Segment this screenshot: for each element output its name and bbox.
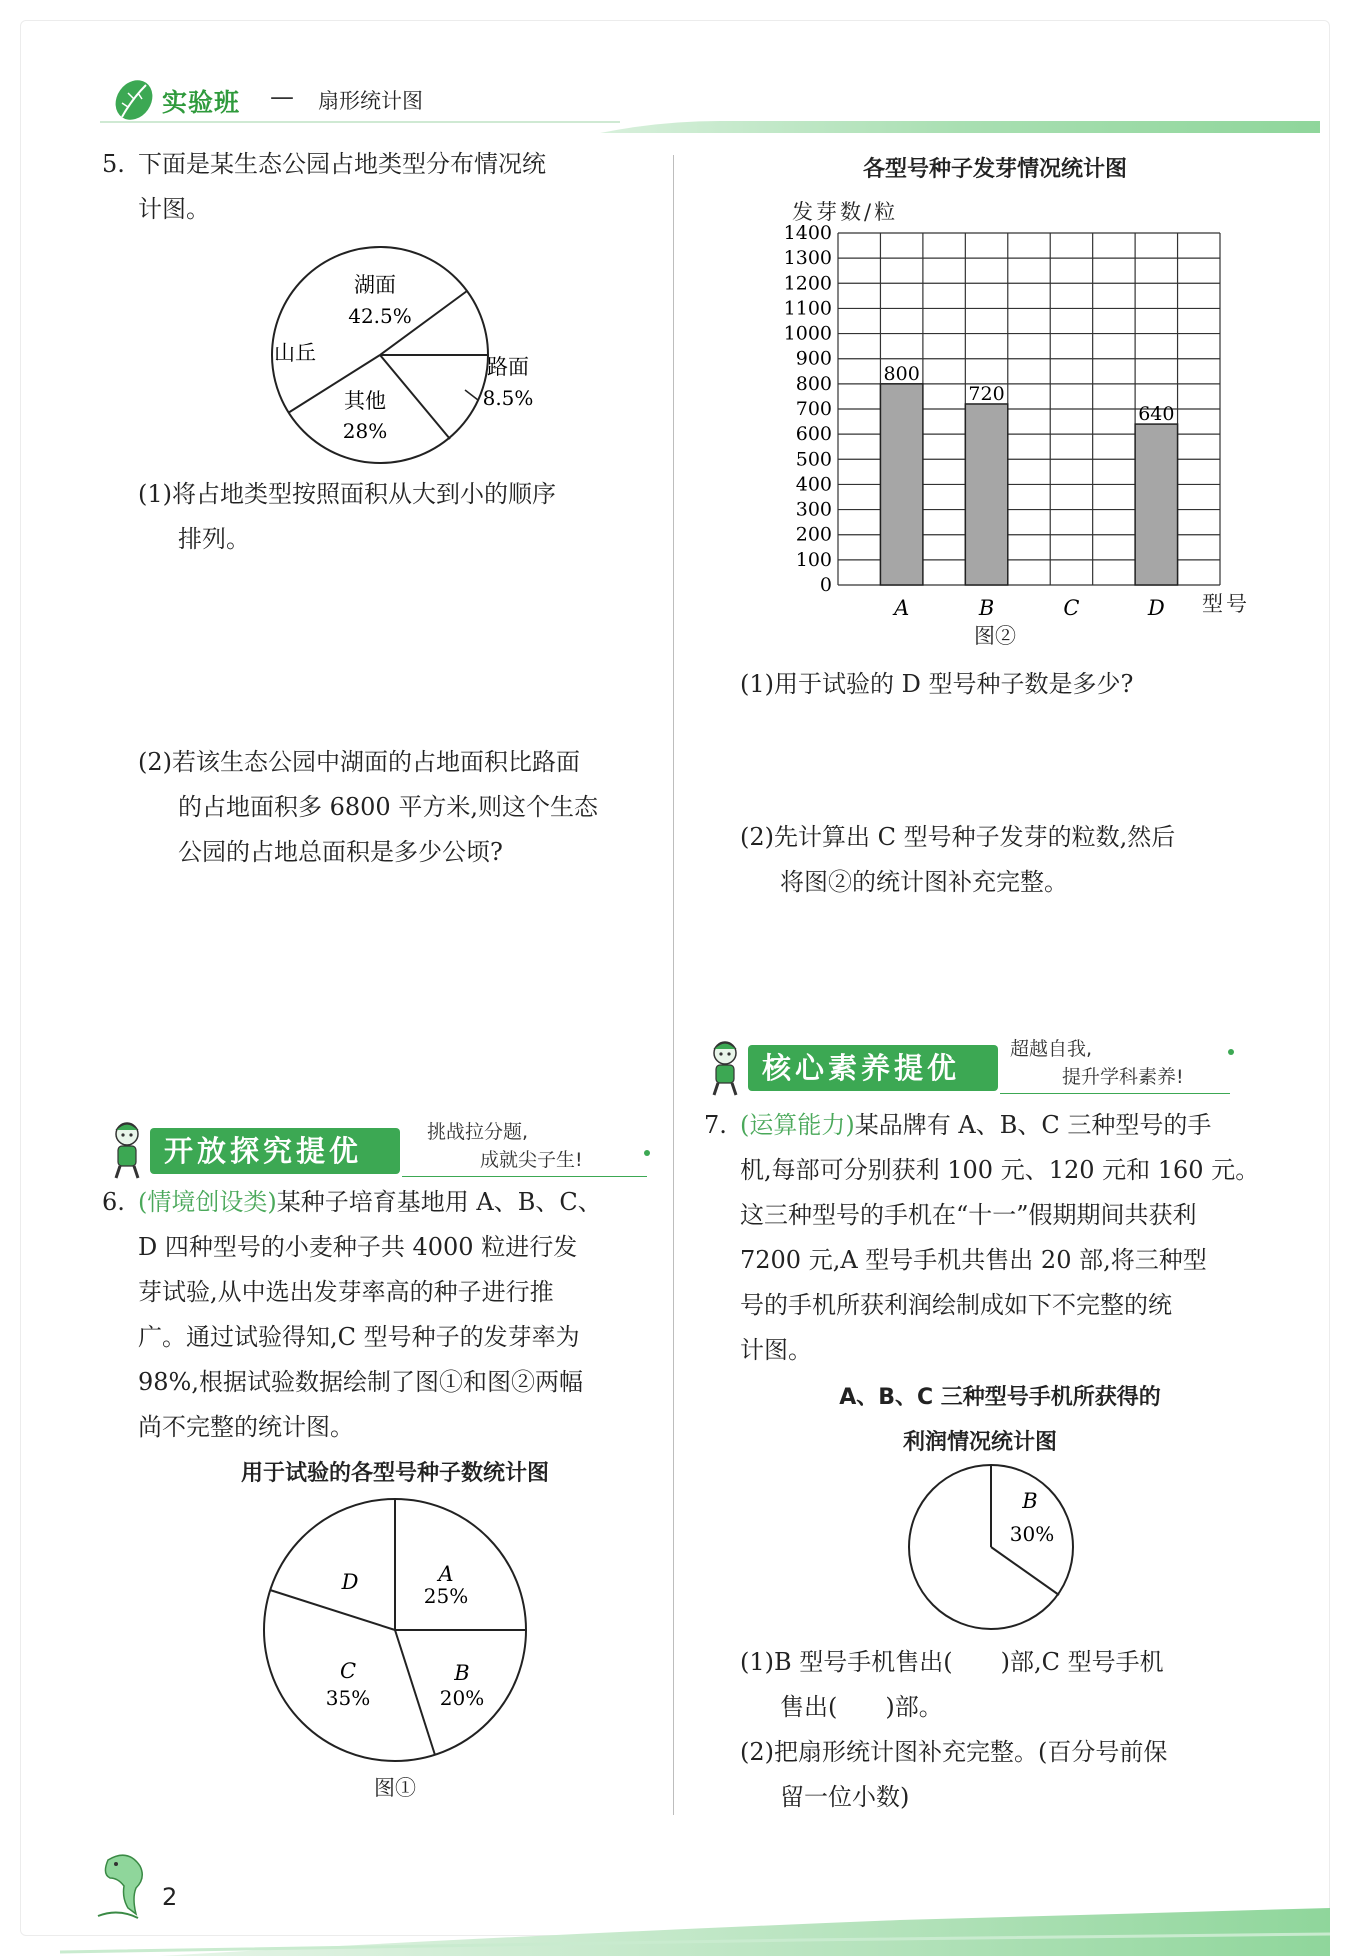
q5-subquestion-2	[138, 740, 658, 875]
q7-subquestion-1	[740, 1640, 1310, 1730]
seed-pie-title: 用于试验的各型号种子数统计图	[240, 1461, 549, 1486]
question-text-line	[740, 1103, 1305, 1148]
slice-label-lake: 湖面	[354, 273, 396, 297]
subquestion-line: 的占地面积多 6800 平方米,则这个生态	[178, 793, 598, 821]
y-tick-label: 0	[819, 574, 832, 596]
bar-value-label: 640	[1138, 403, 1175, 426]
slice-label-c: C	[339, 1659, 357, 1683]
question-text-line: 98%,根据试验数据绘制了图①和图②两幅	[138, 1368, 583, 1396]
slice-label-other: 其他	[344, 389, 386, 413]
bar-a	[880, 384, 922, 585]
banner-slogan-2: 成就尖子生!	[480, 1149, 583, 1171]
y-tick-label: 400	[795, 473, 832, 496]
phone-pie-title-line-2: 利润情况统计图	[902, 1430, 1057, 1455]
slice-label-d: D	[341, 1570, 359, 1594]
question-text-line: 计图。	[740, 1336, 812, 1364]
slice-label-b: B	[1022, 1489, 1038, 1513]
x-axis-label: 型号	[1202, 592, 1250, 616]
subquestion-line: 留一位小数)	[780, 1783, 910, 1811]
question-number: 6.	[102, 1188, 125, 1216]
y-tick-label: 500	[795, 448, 832, 471]
y-tick-label: 300	[795, 498, 832, 521]
header-dash: —	[270, 83, 294, 111]
question-text: 某种子培育基地用 A、B、C、	[276, 1188, 602, 1216]
question-number: 7.	[704, 1111, 727, 1139]
dolphin-icon	[88, 1848, 162, 1922]
question-text-line: 尚不完整的统计图。	[138, 1413, 354, 1441]
y-tick-label: 600	[795, 423, 832, 446]
page-header	[100, 75, 1320, 127]
slice-value-road: 8.5%	[482, 386, 534, 410]
phone-pie-title-line-1: A、B、C 三种型号手机所获得的	[839, 1385, 1161, 1410]
question-text-line: 下面是某生态公园占地类型分布情况统	[138, 150, 546, 178]
banner-title: 核心素养提优	[748, 1045, 998, 1091]
q6-subquestion-2	[740, 815, 1300, 905]
subquestion-line: (1)将占地类型按照面积从大到小的顺序	[138, 480, 556, 508]
x-tick-label: D	[1147, 596, 1165, 620]
road-leader-line	[465, 390, 478, 400]
slice-label-a: A	[438, 1562, 454, 1586]
slice-value-b: 30%	[1009, 1522, 1055, 1546]
pie-sector-line	[380, 355, 450, 439]
question-text-line: 广。通过试验得知,C 型号种子的发芽率为	[138, 1323, 580, 1351]
question-text-line	[138, 1180, 663, 1225]
bar-value-label: 800	[883, 362, 920, 385]
slice-label-road: 路面	[487, 355, 529, 379]
question-text-line: 这三种型号的手机在“十一”假期期间共获利	[740, 1201, 1197, 1229]
banner-core-literacy	[700, 1035, 1240, 1099]
pie-sector-line	[270, 1590, 395, 1630]
phone-pie-chart	[906, 1462, 1076, 1632]
question-5	[102, 142, 658, 232]
banner-open-inquiry	[102, 1118, 662, 1182]
slice-label-hill: 山丘	[274, 341, 316, 365]
question-number: 5.	[102, 150, 125, 178]
banner-underline	[1000, 1093, 1230, 1094]
q5-subquestion-1	[138, 472, 658, 562]
slice-value-c: 35%	[325, 1686, 371, 1710]
subquestion-line: (1)B 型号手机售出( )部,C 型号手机	[740, 1648, 1164, 1676]
y-tick-label: 1100	[783, 297, 832, 320]
subquestion-line: (2)把扇形统计图补充完整。(百分号前保	[740, 1738, 1168, 1766]
header-green-bar	[100, 119, 1320, 133]
subquestion-line: 售出( )部。	[780, 1693, 943, 1721]
slice-value-lake: 42.5%	[348, 304, 412, 328]
bar-value-label: 720	[968, 382, 1005, 405]
question-text-line: 7200 元,A 型号手机共售出 20 部,将三种型	[740, 1246, 1207, 1274]
question-text-line: 计图。	[138, 195, 210, 223]
page-number: 2	[162, 1883, 178, 1911]
question-7	[704, 1103, 1305, 1373]
mascot-icon	[102, 1118, 152, 1182]
seed-bar-chart	[720, 225, 1240, 625]
chapter-title: 扇形统计图	[318, 89, 423, 113]
y-axis-label: 发芽数/粒	[792, 200, 899, 224]
pie-sector-line	[395, 1630, 435, 1755]
subquestion-line: 将图②的统计图补充完整。	[780, 868, 1068, 896]
question-text-line: D 四种型号的小麦种子共 4000 粒进行发	[138, 1233, 578, 1261]
subquestion-line: (2)若该生态公园中湖面的占地面积比路面	[138, 748, 580, 776]
x-tick-label: B	[978, 596, 995, 620]
banner-dot	[1228, 1049, 1234, 1055]
pie-sector-line	[991, 1547, 1059, 1595]
y-tick-label: 1300	[783, 247, 832, 270]
banner-slogan-1: 挑战拉分题,	[427, 1121, 529, 1143]
slice-label-b: B	[454, 1661, 470, 1685]
banner-dot	[644, 1150, 650, 1156]
bar-d	[1135, 424, 1177, 585]
footer-green-bar	[0, 1880, 1350, 1956]
seed-pie-chart	[250, 1495, 540, 1765]
y-tick-label: 900	[795, 347, 832, 370]
slice-value-b: 20%	[439, 1686, 485, 1710]
q6-subquestion-1: (1)用于试验的 D 型号种子数是多少?	[740, 670, 1134, 698]
mascot-icon	[700, 1035, 750, 1099]
y-tick-label: 700	[795, 398, 832, 420]
banner-title: 开放探究提优	[150, 1128, 400, 1174]
column-divider	[673, 155, 674, 1815]
question-text: 某品牌有 A、B、C 三种型号的手	[854, 1111, 1212, 1139]
figure-2-label: 图②	[974, 624, 1016, 648]
y-tick-label: 1000	[783, 322, 832, 345]
q7-subquestion-2	[740, 1730, 1310, 1820]
seed-bar-title: 各型号种子发芽情况统计图	[862, 157, 1127, 182]
x-tick-label: C	[1063, 596, 1080, 620]
question-tag: (运算能力)	[740, 1111, 855, 1139]
leaf-logo-icon	[112, 77, 156, 123]
y-tick-label: 800	[795, 372, 832, 395]
park-pie-chart	[240, 240, 540, 470]
subquestion-line: 排列。	[178, 525, 250, 553]
question-tag: (情境创设类)	[138, 1188, 277, 1216]
figure-1-label: 图①	[374, 1776, 416, 1800]
x-tick-label: A	[894, 596, 910, 620]
brand-title: 实验班	[162, 88, 241, 117]
y-tick-label: 200	[795, 523, 832, 546]
slice-value-a: 25%	[423, 1584, 469, 1608]
subquestion-line: 公园的占地总面积是多少公顷?	[178, 838, 503, 866]
y-tick-label: 100	[795, 548, 832, 571]
question-text-line: 机,每部可分别获利 100 元、120 元和 160 元。	[740, 1156, 1260, 1184]
banner-underline	[402, 1176, 647, 1177]
slice-value-other: 28%	[342, 419, 388, 443]
question-6	[102, 1180, 663, 1450]
bar-b	[965, 404, 1007, 585]
y-tick-label: 1400	[783, 225, 832, 244]
subquestion-line: (2)先计算出 C 型号种子发芽的粒数,然后	[740, 823, 1176, 851]
question-text-line: 芽试验,从中选出发芽率高的种子进行推	[138, 1278, 554, 1306]
y-tick-label: 1200	[783, 272, 832, 295]
banner-slogan-2: 提升学科素养!	[1062, 1066, 1184, 1088]
banner-slogan-1: 超越自我,	[1010, 1038, 1093, 1060]
question-text-line: 号的手机所获利润绘制成如下不完整的统	[740, 1291, 1172, 1319]
